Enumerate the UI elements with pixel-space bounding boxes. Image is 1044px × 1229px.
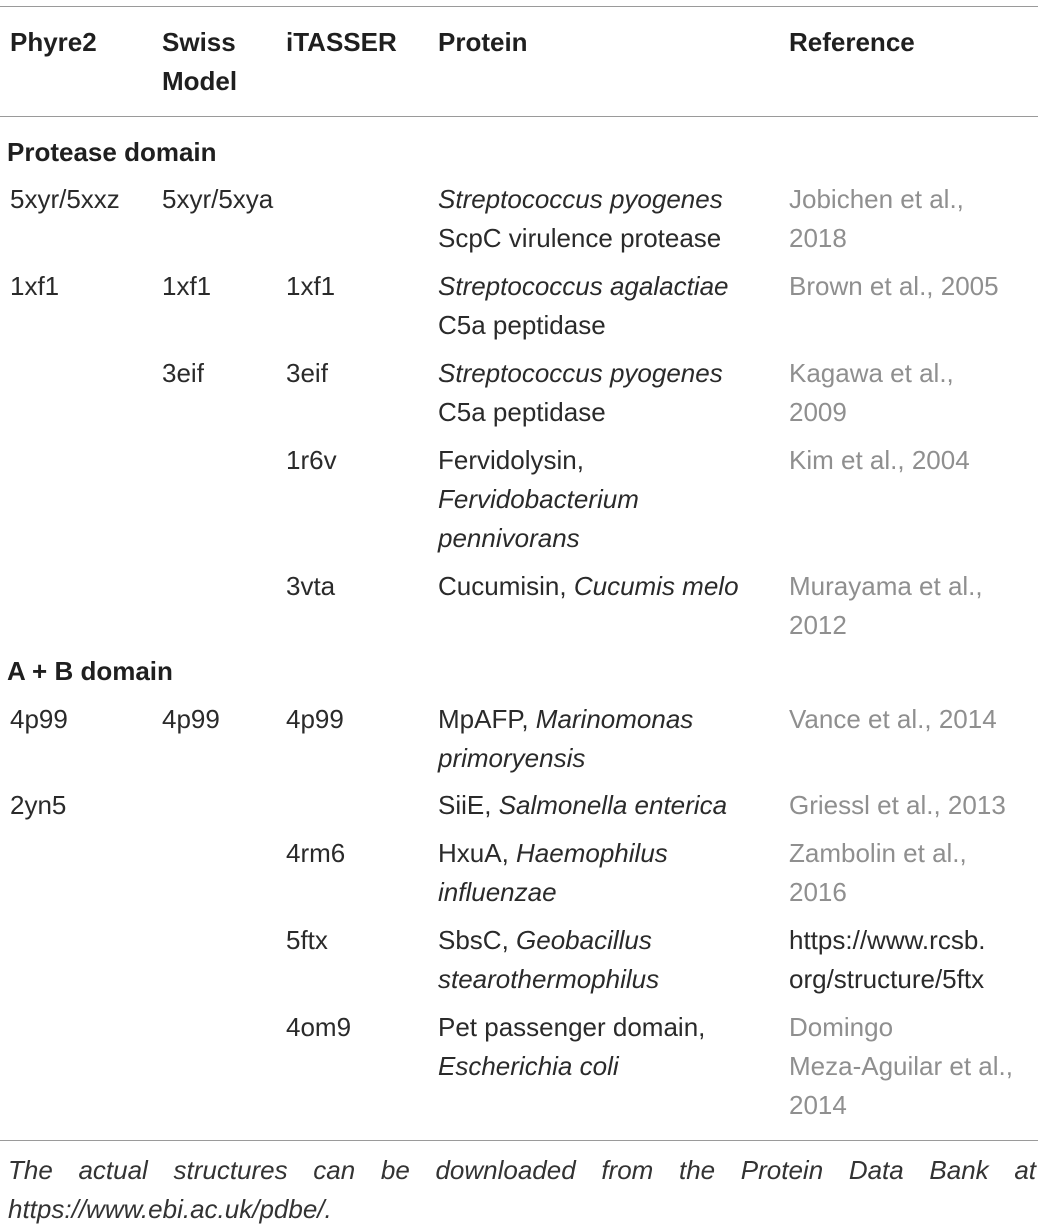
cell-swiss: 3eif xyxy=(162,358,204,388)
table-bottom-rule xyxy=(0,1140,1038,1141)
cell-protein: Streptococcus pyogenes ScpC virulence protease xyxy=(438,184,723,253)
cell-protein: Fervidolysin, Fervidobacterium pennivorans xyxy=(438,445,639,553)
cell-swiss: 1xf1 xyxy=(162,271,212,301)
header-reference: Reference xyxy=(789,27,915,57)
header-phyre2: Phyre2 xyxy=(10,27,97,57)
cell-itasser: 4rm6 xyxy=(286,838,346,868)
cell-phyre2: 5xyr/5xxz xyxy=(10,184,120,214)
cell-protein: MpAFP, Marinomonas primoryensis xyxy=(438,704,694,773)
cell-protein: Cucumisin, Cucumis melo xyxy=(438,571,739,601)
cell-reference: Domingo Meza-Aguilar et al., 2014 xyxy=(789,1012,1013,1120)
cell-reference: Brown et al., 2005 xyxy=(789,271,999,301)
cell-swiss: 4p99 xyxy=(162,704,220,734)
cell-reference: Murayama et al., 2012 xyxy=(789,571,983,640)
table-top-rule xyxy=(0,6,1038,7)
cell-reference: Zambolin et al., 2016 xyxy=(789,838,967,907)
header-itasser: iTASSER xyxy=(286,27,397,57)
cell-itasser: 5ftx xyxy=(286,925,328,955)
header-bottom-rule xyxy=(0,116,1038,117)
cell-reference-link[interactable]: https://www.rcsb. org/structure/5ftx xyxy=(789,925,986,994)
cell-itasser: 1r6v xyxy=(286,445,337,475)
cell-phyre2: 4p99 xyxy=(10,704,68,734)
cell-itasser: 4om9 xyxy=(286,1012,352,1042)
cell-itasser: 4p99 xyxy=(286,704,344,734)
cell-itasser: 3vta xyxy=(286,571,336,601)
cell-swiss: 5xyr/5xya xyxy=(162,184,274,214)
header-swiss-model: Swiss Model xyxy=(162,27,238,96)
cell-protein: HxuA, Haemophilus influenzae xyxy=(438,838,668,907)
cell-reference: Jobichen et al., 2018 xyxy=(789,184,964,253)
cell-reference: Kagawa et al., 2009 xyxy=(789,358,954,427)
table-footnote: The actual structures can be downloaded from the Protein Data Bank at https://www.ebi.ac.uk/pdbe/. xyxy=(8,1155,1036,1224)
cell-phyre2: 2yn5 xyxy=(10,790,67,820)
cell-protein: Pet passenger domain, Escherichia coli xyxy=(438,1012,706,1081)
cell-itasser: 1xf1 xyxy=(286,271,336,301)
section-ab-domain: A + B domain xyxy=(7,656,173,686)
section-protease-domain: Protease domain xyxy=(7,137,217,167)
cell-reference: Griessl et al., 2013 xyxy=(789,790,1006,820)
cell-reference: Vance et al., 2014 xyxy=(789,704,997,734)
cell-protein: Streptococcus pyogenes C5a peptidase xyxy=(438,358,723,427)
cell-reference: Kim et al., 2004 xyxy=(789,445,970,475)
cell-phyre2: 1xf1 xyxy=(10,271,60,301)
header-protein: Protein xyxy=(438,27,528,57)
cell-itasser: 3eif xyxy=(286,358,328,388)
cell-protein: SiiE, Salmonella enterica xyxy=(438,790,728,820)
cell-protein: Streptococcus agalactiae C5a peptidase xyxy=(438,271,729,340)
cell-protein: SbsC, Geobacillus stearothermophilus xyxy=(438,925,660,994)
